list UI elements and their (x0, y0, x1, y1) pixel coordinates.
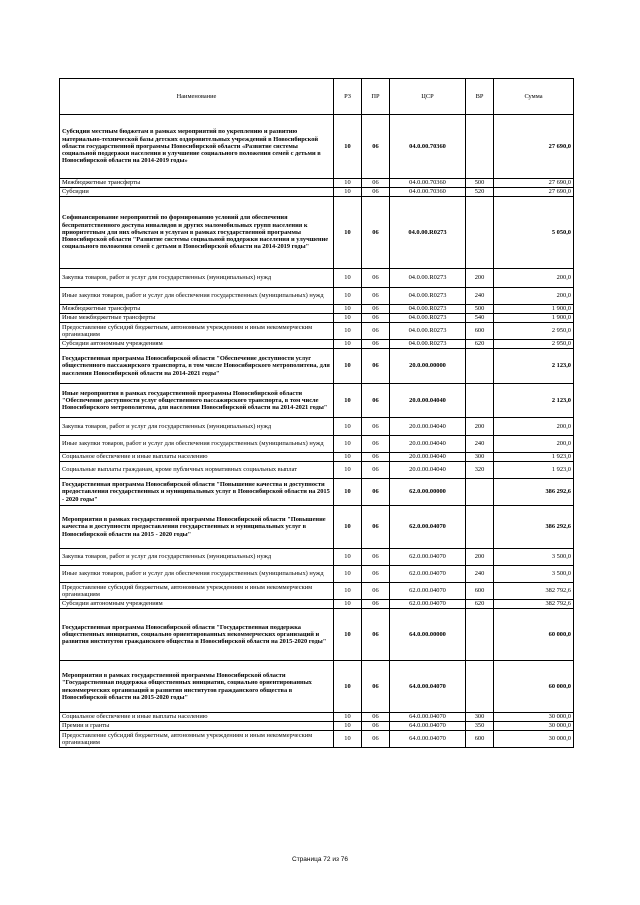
cell-sum: 1 923,0 (494, 462, 574, 479)
cell-rz: 10 (334, 349, 362, 384)
cell-rz: 10 (334, 506, 362, 549)
cell-vr (466, 661, 494, 713)
cell-pr: 06 (362, 583, 390, 600)
cell-vr: 600 (466, 583, 494, 600)
cell-rz: 10 (334, 323, 362, 340)
table-row (60, 722, 574, 731)
table-row (60, 609, 574, 661)
cell-csr: 20.0.00.04040 (390, 453, 466, 462)
cell-rz: 10 (334, 722, 362, 731)
cell-vr (466, 349, 494, 384)
cell-vr: 520 (466, 188, 494, 197)
table-row (60, 713, 574, 722)
table-row (60, 197, 574, 269)
cell-sum: 382 792,6 (494, 583, 574, 600)
cell-sum: 2 123,0 (494, 349, 574, 384)
table-row (60, 479, 574, 506)
cell-sum: 200,0 (494, 418, 574, 436)
table-row (60, 314, 574, 323)
cell-csr: 04.0.00.R0273 (390, 340, 466, 349)
table-row (60, 269, 574, 288)
cell-name: Субсидии автономным учреждениям (60, 340, 334, 349)
cell-sum: 60 000,0 (494, 609, 574, 661)
cell-csr: 20.0.00.04040 (390, 462, 466, 479)
cell-sum: 27 690,0 (494, 179, 574, 188)
table-row (60, 305, 574, 314)
header-sum: Сумма (494, 79, 574, 115)
cell-rz: 10 (334, 462, 362, 479)
cell-name: Социальные выплаты гражданам, кроме публичных нормативных социальных выплат (60, 462, 334, 479)
cell-vr: 240 (466, 566, 494, 583)
cell-csr: 64.0.00.04070 (390, 661, 466, 713)
cell-rz: 10 (334, 305, 362, 314)
header-name: Наименование (60, 79, 334, 115)
table-row (60, 340, 574, 349)
cell-pr: 06 (362, 731, 390, 748)
cell-csr: 04.0.00.R0273 (390, 197, 466, 269)
cell-csr: 62.0.00.04070 (390, 566, 466, 583)
cell-pr: 06 (362, 323, 390, 340)
cell-csr: 04.0.00.R0273 (390, 323, 466, 340)
cell-vr: 200 (466, 549, 494, 566)
cell-csr: 04.0.00.R0273 (390, 305, 466, 314)
table-row (60, 731, 574, 748)
cell-name: Социальное обеспечение и иные выплаты населению (60, 713, 334, 722)
cell-csr: 04.0.00.R0273 (390, 314, 466, 323)
cell-pr: 06 (362, 453, 390, 462)
cell-sum: 1 900,0 (494, 314, 574, 323)
header-vr: ВР (466, 79, 494, 115)
cell-name: Субсидии автономным учреждениям (60, 600, 334, 609)
cell-name: Межбюджетные трансферты (60, 305, 334, 314)
cell-name: Софинансирование мероприятий по формированию условий для обеспечения беспрепятственного доступа инвалидов и других маломобильных групп населения к приоритетным для них объектам и услугам в рамках государственной программы Новосибирской области "Развитие системы социальной поддержки населения и улучшение социального положения семей с детьми в Новосибирской области на 2014-2019 годы" (60, 197, 334, 269)
cell-name: Предоставление субсидий бюджетным, автономным учреждениям и иным некоммерческим организациям (60, 731, 334, 748)
cell-vr: 600 (466, 323, 494, 340)
cell-pr: 06 (362, 462, 390, 479)
cell-pr: 06 (362, 436, 390, 453)
cell-vr (466, 479, 494, 506)
cell-name: Предоставление субсидий бюджетным, автономным учреждениям и иным некоммерческим организациям (60, 583, 334, 600)
header-rz: РЗ (334, 79, 362, 115)
cell-rz: 10 (334, 197, 362, 269)
cell-pr: 06 (362, 188, 390, 197)
cell-vr: 500 (466, 305, 494, 314)
cell-csr: 20.0.00.04040 (390, 418, 466, 436)
cell-sum: 30 000,0 (494, 722, 574, 731)
cell-sum: 1 923,0 (494, 453, 574, 462)
cell-rz: 10 (334, 479, 362, 506)
cell-vr (466, 609, 494, 661)
cell-rz: 10 (334, 340, 362, 349)
cell-name: Закупка товаров, работ и услуг для государственных (муниципальных) нужд (60, 549, 334, 566)
cell-rz: 10 (334, 436, 362, 453)
cell-pr: 06 (362, 340, 390, 349)
cell-rz: 10 (334, 549, 362, 566)
cell-pr: 06 (362, 506, 390, 549)
table-row (60, 506, 574, 549)
cell-name: Субсидии (60, 188, 334, 197)
cell-csr: 62.0.00.04070 (390, 506, 466, 549)
cell-name: Премии и гранты (60, 722, 334, 731)
table-row (60, 549, 574, 566)
cell-name: Мероприятия в рамках государственной программы Новосибирской области "Государственная поддержка общественных инициатив, социально ориентированных некоммерческих организаций и развития институтов гражданского общества в Новосибирской области на 2015-2020 годы" (60, 661, 334, 713)
cell-name: Иные закупки товаров, работ и услуг для обеспечения государственных (муниципальных) нужд (60, 566, 334, 583)
cell-csr: 64.0.00.04070 (390, 713, 466, 722)
table-row (60, 583, 574, 600)
cell-rz: 10 (334, 713, 362, 722)
cell-rz: 10 (334, 566, 362, 583)
cell-pr: 06 (362, 115, 390, 179)
cell-vr: 620 (466, 340, 494, 349)
cell-rz: 10 (334, 609, 362, 661)
cell-vr: 300 (466, 453, 494, 462)
cell-rz: 10 (334, 269, 362, 288)
cell-sum: 5 050,0 (494, 197, 574, 269)
cell-name: Иные мероприятия в рамках государственной программы Новосибирской области "Обеспечение доступности услуг общественного пассажирского транспорта, в том числе Новосибирского метрополитена, для населения Новосибирской области на 2014-2021 годы" (60, 384, 334, 418)
header-pr: ПР (362, 79, 390, 115)
table-row (60, 566, 574, 583)
cell-rz: 10 (334, 314, 362, 323)
cell-pr: 06 (362, 600, 390, 609)
header-csr: ЦСР (390, 79, 466, 115)
cell-vr: 300 (466, 713, 494, 722)
cell-sum: 3 500,0 (494, 566, 574, 583)
cell-vr: 600 (466, 731, 494, 748)
cell-sum: 200,0 (494, 288, 574, 305)
cell-rz: 10 (334, 731, 362, 748)
cell-name: Иные закупки товаров, работ и услуг для обеспечения государственных (муниципальных) нужд (60, 288, 334, 305)
cell-csr: 04.0.00.70360 (390, 188, 466, 197)
cell-sum: 2 123,0 (494, 384, 574, 418)
cell-vr (466, 384, 494, 418)
table-row (60, 384, 574, 418)
cell-pr: 06 (362, 314, 390, 323)
cell-vr: 240 (466, 436, 494, 453)
cell-csr: 20.0.00.00000 (390, 349, 466, 384)
cell-rz: 10 (334, 600, 362, 609)
cell-sum: 1 900,0 (494, 305, 574, 314)
cell-pr: 06 (362, 269, 390, 288)
cell-csr: 62.0.00.00000 (390, 479, 466, 506)
table-row (60, 661, 574, 713)
cell-name: Государственная программа Новосибирской области "Обеспечение доступности услуг общественного пассажирского транспорта, в том числе Новосибирского метрополитена, для населения Новосибирской области на 2014-2021 годы" (60, 349, 334, 384)
cell-csr: 04.0.00.R0273 (390, 269, 466, 288)
cell-pr: 06 (362, 549, 390, 566)
cell-name: Субсидии местным бюджетам в рамках мероприятий по укреплению и развитию материально-технической базы детских оздоровительных учреждений в Новосибирской области государственной программы Новосибирской области «Развитие системы социальной поддержки населения и улучшение социального положения семей с детьми в Новосибирской области на 2014-2019 годы» (60, 115, 334, 179)
cell-sum: 30 000,0 (494, 713, 574, 722)
cell-name: Закупка товаров, работ и услуг для государственных (муниципальных) нужд (60, 418, 334, 436)
cell-vr: 620 (466, 600, 494, 609)
cell-vr: 320 (466, 462, 494, 479)
cell-sum: 27 690,0 (494, 188, 574, 197)
table-row (60, 349, 574, 384)
cell-rz: 10 (334, 288, 362, 305)
table-row (60, 188, 574, 197)
cell-vr: 200 (466, 269, 494, 288)
cell-pr: 06 (362, 479, 390, 506)
cell-name: Предоставление субсидий бюджетным, автономным учреждениям и иным некоммерческим организациям (60, 323, 334, 340)
cell-rz: 10 (334, 115, 362, 179)
table-row (60, 179, 574, 188)
cell-vr (466, 506, 494, 549)
cell-csr: 64.0.00.00000 (390, 609, 466, 661)
cell-vr: 350 (466, 722, 494, 731)
cell-csr: 62.0.00.04070 (390, 549, 466, 566)
cell-rz: 10 (334, 188, 362, 197)
cell-sum: 27 690,0 (494, 115, 574, 179)
cell-name: Мероприятия в рамках государственной программы Новосибирской области "Повышение качества и доступности предоставления государственных и муниципальных услуг в Новосибирской области на 2015 - 2020 годы" (60, 506, 334, 549)
table-row (60, 453, 574, 462)
cell-csr: 20.0.00.04040 (390, 384, 466, 418)
cell-name: Закупка товаров, работ и услуг для государственных (муниципальных) нужд (60, 269, 334, 288)
cell-csr: 20.0.00.04040 (390, 436, 466, 453)
cell-csr: 04.0.00.70360 (390, 115, 466, 179)
cell-name: Межбюджетные трансферты (60, 179, 334, 188)
table-row (60, 288, 574, 305)
table-row (60, 462, 574, 479)
cell-rz: 10 (334, 661, 362, 713)
page-footer: Страница 72 из 76 (292, 856, 348, 863)
table-row (60, 436, 574, 453)
cell-pr: 06 (362, 566, 390, 583)
cell-csr: 04.0.00.R0273 (390, 288, 466, 305)
cell-name: Социальное обеспечение и иные выплаты населению (60, 453, 334, 462)
table-row (60, 600, 574, 609)
cell-csr: 62.0.00.04070 (390, 583, 466, 600)
cell-vr (466, 115, 494, 179)
cell-pr: 06 (362, 349, 390, 384)
cell-sum: 30 000,0 (494, 731, 574, 748)
cell-sum: 386 292,6 (494, 506, 574, 549)
cell-sum: 382 792,6 (494, 600, 574, 609)
table-row (60, 418, 574, 436)
cell-vr: 540 (466, 314, 494, 323)
cell-vr: 240 (466, 288, 494, 305)
cell-name: Государственная программа Новосибирской области "Государственная поддержка общественных инициатив, социально ориентированных некоммерческих организаций и развития институтов гражданского общества в Новосибирской области на 2015-2020 годы" (60, 609, 334, 661)
cell-pr: 06 (362, 661, 390, 713)
table-row (60, 323, 574, 340)
cell-sum: 386 292,6 (494, 479, 574, 506)
cell-pr: 06 (362, 713, 390, 722)
cell-pr: 06 (362, 197, 390, 269)
cell-sum: 60 000,0 (494, 661, 574, 713)
cell-pr: 06 (362, 384, 390, 418)
cell-pr: 06 (362, 418, 390, 436)
cell-vr: 200 (466, 418, 494, 436)
cell-csr: 62.0.00.04070 (390, 600, 466, 609)
cell-pr: 06 (362, 179, 390, 188)
table-row (60, 115, 574, 179)
cell-pr: 06 (362, 305, 390, 314)
cell-rz: 10 (334, 418, 362, 436)
cell-csr: 04.0.00.70360 (390, 179, 466, 188)
cell-name: Иные межбюджетные трансферты (60, 314, 334, 323)
table-body (60, 115, 574, 748)
cell-sum: 200,0 (494, 436, 574, 453)
cell-rz: 10 (334, 179, 362, 188)
cell-sum: 2 950,0 (494, 323, 574, 340)
cell-pr: 06 (362, 609, 390, 661)
cell-vr (466, 197, 494, 269)
cell-sum: 3 500,0 (494, 549, 574, 566)
cell-rz: 10 (334, 453, 362, 462)
cell-name: Государственная программа Новосибирской области "Повышение качества и доступности предоставления государственных и муниципальных услуг в Новосибирской области на 2015 - 2020 годы" (60, 479, 334, 506)
cell-name: Иные закупки товаров, работ и услуг для обеспечения государственных (муниципальных) нужд (60, 436, 334, 453)
table-header-row (60, 79, 574, 115)
cell-sum: 2 950,0 (494, 340, 574, 349)
cell-rz: 10 (334, 384, 362, 418)
cell-rz: 10 (334, 583, 362, 600)
cell-vr: 500 (466, 179, 494, 188)
budget-table (59, 78, 574, 748)
cell-csr: 64.0.00.04070 (390, 722, 466, 731)
cell-sum: 200,0 (494, 269, 574, 288)
cell-pr: 06 (362, 722, 390, 731)
cell-csr: 64.0.00.04070 (390, 731, 466, 748)
cell-pr: 06 (362, 288, 390, 305)
